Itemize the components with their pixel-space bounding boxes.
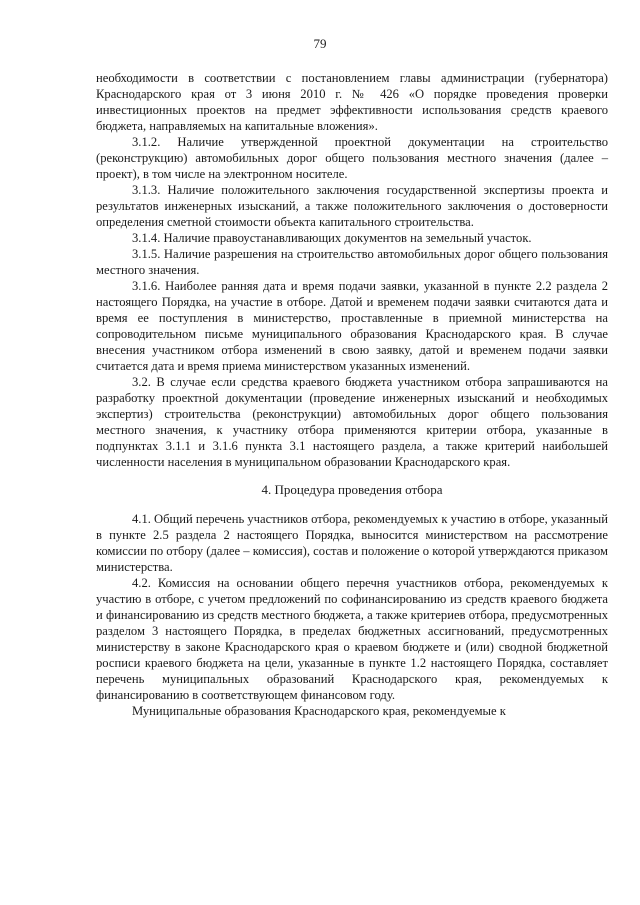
paragraph-last: Муниципальные образования Краснодарского края, рекомендуемые к	[132, 704, 506, 718]
paragraph-4-1: 4.1. Общий перечень участников отбора, рекомендуемых к участию в отборе, указанный в пункте 2.5 раздела 2 настоящего Порядка, выносится министерством на рассмотрение комиссии по отбору (далее – комиссия), состав и положение о которой утверждаются приказом министерства.	[96, 512, 608, 574]
page-number: 79	[313, 36, 327, 51]
paragraph-3-1-2: 3.1.2. Наличие утвержденной проектной документации на строительство (реконструкцию) автомобильных дорог общего пользования местного значения (далее – проект), в том числе на электронном носителе.	[96, 135, 608, 181]
section-heading: 4. Процедура проведения отбора	[261, 482, 443, 497]
paragraph-4-2: 4.2. Комиссия на основании общего перечня участников отбора, рекомендуемых к участию в отборе, с учетом предложений по софинансированию из средств краевого бюджета и финансированию из средств местного бюджета, а также критериев отбора, предусмотренных разделом 3 настоящего Порядка, в пределах бюджетных ассигнований, предусмотренных министерству в законе Краснодарского края о краевом бюджете и (или) сводной бюджетной росписи краевого бюджета на цели, указанные в пункте 1.2 настоящего Порядка, составляет перечень муниципальных образований Краснодарского края, рекомендуемых к финансированию в соответствующем финансовом году.	[96, 576, 608, 702]
paragraph-3-2: 3.2. В случае если средства краевого бюджета участником отбора запрашиваются на разработку проектной документации (проведение инженерных изысканий и необходимых экспертиз) строительства (реконструкции) автомобильных дорог общего пользования местного значения, к участнику отбора применяются критерии отбора, указанные в подпунктах 3.1.1 и 3.1.6 пункта 3.1 настоящего раздела, а также критерий наибольшей численности населения в муниципальном образовании Краснодарского края.	[96, 375, 608, 469]
paragraph-continuation: необходимости в соответствии с постановлением главы администрации (губернатора) Краснодарского края от 3 июня 2010 г. № 426 «О порядке проведения проверки инвестиционных проектов на предмет эффективности использования средств краевого бюджета, направляемых на капитальные вложения».	[96, 71, 608, 133]
paragraph-3-1-6: 3.1.6. Наиболее ранняя дата и время подачи заявки, указанной в пункте 2.2 раздела 2 настоящего Порядка, на участие в отборе. Датой и временем подачи заявки считаются дата и время ее поступления в министерство, проставленные в приемной министерства на сопроводительном письме муниципального образования Краснодарского края. В случае внесения участником отбора изменений в свою заявку, датой и временем подачи заявки считается дата и время приема министерством указанных изменений.	[96, 279, 608, 373]
paragraph-3-1-4: 3.1.4. Наличие правоустанавливающих документов на земельный участок.	[132, 231, 532, 245]
paragraph-3-1-5: 3.1.5. Наличие разрешения на строительство автомобильных дорог общего пользования местного значения.	[96, 247, 608, 277]
document-body	[96, 70, 608, 719]
paragraph-3-1-3: 3.1.3. Наличие положительного заключения государственной экспертизы проекта и результатов инженерных изысканий, а также положительного заключения о достоверности определения сметной стоимости объекта капитального строительства.	[96, 183, 608, 229]
